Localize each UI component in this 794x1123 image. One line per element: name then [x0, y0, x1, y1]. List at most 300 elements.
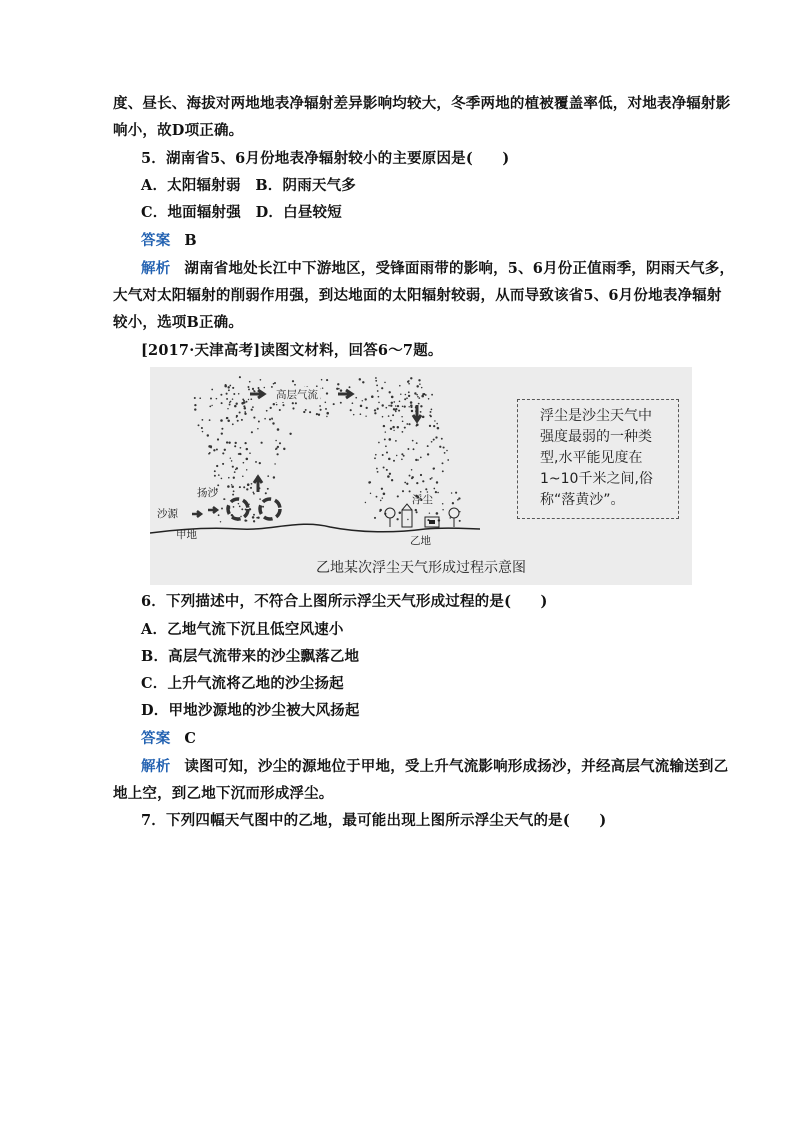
dust-particle [375, 380, 377, 382]
dust-particle [222, 463, 224, 465]
dust-particle [235, 469, 237, 471]
dust-particle [427, 445, 429, 447]
dust-particle [230, 401, 232, 403]
dust-particle [207, 434, 209, 436]
dust-particle [277, 446, 279, 448]
dust-particle [273, 476, 275, 478]
dust-particle [399, 401, 401, 403]
dust-particle [226, 393, 228, 395]
dust-particle [292, 380, 294, 382]
dust-particle [227, 408, 228, 409]
dust-particle [241, 508, 243, 510]
dust-particle [381, 387, 383, 389]
dust-particle [272, 422, 274, 424]
dust-particle [406, 423, 408, 425]
dust-particle [292, 402, 294, 404]
dust-particle [218, 474, 220, 476]
dust-particle [194, 404, 196, 406]
dust-particle [260, 379, 262, 381]
dust-particle [410, 377, 412, 379]
dust-particle [410, 401, 413, 404]
dust-particle [251, 483, 253, 485]
dust-particle [459, 520, 461, 522]
dust-particle [402, 490, 404, 492]
dust-particle [211, 389, 213, 391]
answer-value: C [184, 730, 197, 747]
dust-particle [404, 427, 406, 429]
dust-particle [435, 491, 437, 493]
dust-particle [418, 403, 420, 405]
dust-particle [439, 446, 441, 448]
dust-particle [413, 448, 415, 450]
dust-particle [397, 405, 399, 407]
paragraph-line: 响小，故D项正确。 [113, 122, 244, 139]
dust-particle [238, 393, 240, 395]
dust-particle [437, 492, 439, 494]
figure-caption: 乙地某次浮尘天气形成过程示意图 [316, 560, 526, 576]
dust-particle [230, 457, 231, 458]
dust-particle [250, 398, 252, 400]
dust-particle [248, 388, 250, 390]
wind-arrow-icon [208, 507, 217, 513]
dust-particle [251, 409, 253, 411]
dust-particle [224, 498, 226, 500]
dust-particle [232, 494, 234, 496]
question-5-options-ab: A．太阳辐射弱 B．阴雨天气多 [141, 177, 357, 194]
dust-particle [249, 452, 251, 454]
answer-label: 答案 [141, 730, 171, 747]
dust-particle [210, 398, 212, 400]
dust-particle [214, 470, 216, 472]
analysis-label: 解析 [141, 260, 171, 277]
dust-particle [386, 469, 388, 471]
dust-particle [408, 423, 410, 425]
dust-particle [218, 514, 220, 516]
dust-particle [404, 482, 406, 484]
dust-particle [222, 452, 224, 454]
dust-particle [417, 396, 419, 398]
dust-particle [216, 465, 218, 467]
label-place-yi: 乙地 [410, 535, 431, 547]
dust-particle [384, 382, 386, 384]
dust-particle [422, 416, 425, 419]
dust-particle [452, 502, 454, 504]
dust-particle [240, 447, 242, 449]
dust-particle [416, 425, 418, 427]
dust-particle [251, 431, 253, 433]
dust-particle [447, 459, 449, 461]
dust-particle [239, 506, 241, 508]
dust-particle [381, 488, 383, 490]
dust-particle [226, 398, 228, 400]
dust-particle [405, 394, 407, 396]
dust-particle [435, 436, 437, 438]
dust-particle [220, 394, 222, 396]
dust-particle [362, 400, 363, 401]
dust-particle [229, 404, 231, 406]
dust-particle [395, 405, 397, 407]
dust-particle [376, 384, 378, 386]
dust-particle [255, 461, 257, 463]
dust-particle [233, 477, 235, 479]
dust-particle [246, 448, 248, 450]
dust-particle [252, 491, 254, 493]
dust-particle [326, 416, 327, 417]
dust-particle [408, 395, 410, 397]
dust-particle [236, 403, 238, 405]
dust-particle [365, 398, 367, 400]
dust-particle [442, 470, 444, 472]
dust-particle [248, 399, 249, 400]
dust-particle [412, 440, 414, 442]
dust-particle [407, 448, 409, 450]
dust-particle [381, 404, 383, 406]
question-6-analysis-line [141, 757, 728, 777]
analysis-text: 大气对太阳辐射的削弱作用强，到达地面的太阳辐射较弱，从而导致该省5、6月份地表净辐射 [113, 287, 722, 304]
dust-particle [246, 469, 247, 470]
dust-particle [416, 385, 418, 387]
dust-particle [337, 383, 339, 385]
dust-particle [234, 471, 236, 473]
dust-particle [382, 454, 384, 456]
dust-particle [410, 406, 412, 408]
dust-particle [406, 397, 408, 399]
dust-particle [386, 451, 388, 453]
dust-particle [450, 517, 451, 518]
dust-particle [411, 469, 413, 471]
dust-particle [244, 413, 246, 415]
dust-particle [442, 462, 444, 464]
question-5-options-cd: C．地面辐射强 D．白昼较短 [141, 204, 342, 221]
dust-particle [249, 381, 251, 383]
dust-particle [209, 419, 211, 421]
question-7: 7．下列四幅天气图中的乙地，最可能出现上图所示浮尘天气的是( ) [141, 812, 607, 829]
dust-particle [294, 384, 296, 386]
dust-particle [433, 439, 435, 441]
upward-arrow-icon [254, 477, 262, 492]
dust-particle [262, 506, 264, 508]
dust-particle [409, 490, 411, 492]
dust-particle [401, 416, 402, 417]
dust-particle [243, 486, 245, 488]
dust-particle [258, 387, 260, 389]
dust-particle [399, 512, 402, 515]
dust-particle [420, 457, 422, 459]
dust-particle [216, 449, 218, 451]
dust-particle [383, 467, 385, 469]
dust-particle [400, 393, 401, 394]
ground-line [150, 524, 480, 533]
dust-particle [397, 495, 399, 497]
paragraph-line: 度、昼长、海拔对两地地表净辐射差异影响均较大，冬季两地的植被覆盖率低，对地表净辐射影 [113, 95, 731, 112]
dust-particle [246, 520, 248, 522]
dust-particle [420, 405, 422, 407]
label-high-airflow: 高层气流 [276, 389, 318, 401]
dust-particle [390, 420, 392, 422]
dust-particle [402, 431, 404, 433]
dust-particle [270, 407, 272, 409]
dust-weather-figure [150, 367, 692, 585]
dust-particle [408, 383, 410, 385]
dust-particle [220, 521, 221, 522]
dust-particle [444, 452, 446, 454]
dust-particle [320, 409, 322, 411]
dust-particle [378, 442, 380, 444]
dust-particle [379, 510, 381, 512]
dust-particle [232, 466, 234, 468]
dust-particle [261, 442, 263, 444]
dust-particle [238, 453, 240, 455]
dust-particle [326, 412, 329, 415]
dust-particle [352, 402, 354, 404]
question-6-option-d: D．甲地沙源地的沙尘被大风扬起 [141, 702, 360, 719]
dust-particle [274, 463, 275, 464]
dust-particle [383, 493, 386, 496]
dust-particle [408, 391, 410, 393]
dust-particle [414, 392, 416, 394]
dust-particle [425, 488, 427, 490]
dust-particle [365, 416, 366, 417]
dust-particle [390, 405, 392, 407]
dust-particle [224, 449, 226, 451]
dust-particle [393, 460, 395, 462]
dust-particle [269, 418, 271, 420]
dust-particle [265, 492, 267, 494]
dust-particle [289, 433, 291, 435]
dust-particle [252, 406, 254, 408]
dust-particle [388, 458, 391, 461]
dust-particle [309, 411, 311, 413]
question-5-analysis-line [141, 259, 734, 279]
dust-particle [418, 379, 420, 381]
dust-particle [264, 418, 266, 420]
question-6-option-c: C．上升气流将乙地的沙尘扬起 [141, 675, 344, 692]
dust-particle [430, 478, 432, 480]
dust-particle [417, 459, 419, 461]
dust-particle [353, 414, 355, 416]
dust-particle [375, 377, 377, 379]
dust-particle [433, 468, 435, 470]
dust-particle [340, 402, 342, 404]
dust-particle [325, 402, 327, 404]
dust-particle [321, 379, 323, 381]
dust-particle [201, 419, 203, 421]
dust-particle [198, 424, 200, 426]
dust-particle [388, 405, 390, 407]
dust-particle [229, 385, 231, 387]
dust-particle [241, 419, 243, 421]
dust-particle [244, 442, 246, 444]
dust-particle [252, 516, 255, 519]
eddy-icon [260, 499, 280, 519]
dust-particle [248, 386, 250, 388]
analysis-text: 湖南省地处长江中下游地区，受锋面雨带的影响，5、6月份正值雨季，阴雨天气多， [184, 260, 735, 277]
dust-particle [211, 405, 212, 406]
dust-particle [209, 452, 211, 454]
dust-particle [441, 438, 443, 440]
dust-particle [458, 497, 460, 499]
dust-particle [377, 390, 379, 392]
wind-arrow-icon [192, 511, 201, 517]
dust-particle [239, 453, 241, 455]
dust-particle [385, 445, 387, 447]
dust-particle [235, 442, 237, 444]
dust-particle [209, 406, 211, 408]
dust-particle [387, 475, 390, 478]
dust-particle [243, 401, 246, 404]
dust-particle [316, 413, 318, 415]
dust-particle [429, 513, 430, 514]
dust-particle [295, 402, 297, 404]
tree-icon [385, 508, 395, 518]
dust-particle [279, 409, 281, 411]
dust-particle [228, 442, 230, 444]
dust-particle [427, 453, 429, 455]
dust-particle [428, 398, 430, 400]
dust-particle [419, 383, 421, 385]
dust-particle [232, 387, 234, 389]
dust-particle [411, 476, 413, 478]
dust-particle [221, 402, 223, 404]
question-6-option-a: A．乙地气流下沉且低空风速小 [141, 621, 344, 638]
dust-particle [322, 387, 323, 388]
dust-particle [224, 385, 227, 388]
dust-particle [395, 409, 397, 411]
dust-particle [333, 403, 335, 405]
dust-particle [349, 386, 351, 388]
dust-particle [433, 425, 435, 427]
dust-particle [256, 517, 258, 519]
dust-particle [408, 406, 409, 407]
dust-particle [377, 408, 379, 410]
dust-particle [431, 394, 433, 396]
airflow-arrow-icon [250, 390, 264, 398]
dust-particle [214, 475, 216, 477]
dust-particle [220, 419, 223, 422]
dust-particle [374, 517, 376, 519]
dust-particle [264, 387, 266, 389]
dust-particle [259, 498, 261, 500]
dust-particle [396, 518, 398, 520]
dust-particle [420, 474, 422, 476]
dust-particle [239, 486, 241, 488]
dust-particle [411, 410, 413, 412]
dust-particle [234, 445, 236, 447]
dust-particle [221, 432, 223, 434]
dust-particle [259, 462, 261, 464]
dust-particle [398, 410, 400, 412]
dust-particle [228, 389, 230, 391]
question-6-option-b: B．高层气流带来的沙尘飘落乙地 [141, 648, 360, 665]
dust-particle [415, 459, 417, 461]
dust-particle [244, 405, 246, 407]
question-6: 6．下列描述中，不符合上图所示浮尘天气形成过程的是( ) [141, 593, 548, 610]
dust-particle [416, 482, 418, 484]
dust-particle [273, 403, 275, 405]
dust-particle [404, 398, 406, 400]
dust-particle [442, 509, 443, 510]
dust-particle [240, 516, 241, 517]
question-5-answer-line [141, 231, 197, 251]
dust-particle [246, 488, 248, 490]
analysis-text: 地上空，到乙地下沉而形成浮尘。 [113, 785, 334, 802]
dust-particle [318, 414, 320, 416]
dust-particle [416, 394, 418, 396]
dust-particle [276, 404, 278, 406]
dust-particle [377, 471, 379, 473]
dust-particle [393, 401, 395, 403]
dust-particle [226, 441, 228, 443]
dust-particle [247, 483, 250, 486]
dust-particle [407, 381, 409, 383]
dust-particle [275, 448, 277, 450]
dust-particle [416, 442, 418, 444]
dust-particle [421, 395, 424, 398]
dust-particle [402, 420, 404, 422]
dust-particle [275, 440, 277, 442]
dust-particle [250, 487, 252, 489]
dust-particle [371, 395, 374, 398]
dust-particle [233, 506, 235, 508]
dust-particle [257, 428, 258, 429]
dust-particle [271, 386, 273, 388]
dust-particle [194, 397, 196, 399]
question-5: 5．湖南省5、6月份地表净辐射较小的主要原因是( ) [141, 150, 510, 167]
dust-particle [375, 454, 377, 456]
dust-particle [253, 514, 255, 516]
label-sand-source: 沙源 [157, 508, 178, 520]
dust-particle [234, 405, 237, 408]
dust-particle [338, 388, 340, 390]
dust-particle [369, 481, 371, 483]
dust-particle [252, 388, 254, 390]
dust-particle [431, 441, 433, 443]
dust-particle [407, 519, 408, 520]
dust-particle [380, 500, 382, 502]
dust-particle [277, 428, 280, 431]
dust-particle [233, 490, 235, 492]
dust-particle [359, 378, 361, 380]
dust-particle [436, 423, 438, 425]
dust-particle [378, 396, 380, 398]
dust-particle [437, 427, 440, 430]
downward-arrow-icon [413, 405, 421, 421]
dust-particle [231, 485, 234, 488]
dust-particle [239, 411, 241, 413]
dust-particle [283, 448, 285, 450]
dust-particle [421, 387, 422, 388]
dust-particle [360, 413, 362, 415]
dust-particle [326, 379, 328, 381]
dust-particle [430, 415, 432, 417]
dust-particle [246, 458, 249, 461]
dust-particle [433, 488, 435, 490]
dust-particle [319, 405, 321, 407]
dust-particle [305, 409, 307, 411]
dust-particle [376, 468, 378, 470]
dust-particle [232, 398, 234, 400]
dust-particle [393, 430, 394, 431]
dust-particle [390, 428, 392, 430]
dust-particle [228, 477, 230, 479]
dust-particle [383, 425, 385, 427]
dust-particle [430, 411, 432, 413]
dust-particle [402, 406, 403, 407]
dust-particle [246, 401, 248, 403]
dust-particle [199, 397, 201, 399]
dust-particle [244, 411, 246, 413]
dust-particle [227, 419, 230, 422]
